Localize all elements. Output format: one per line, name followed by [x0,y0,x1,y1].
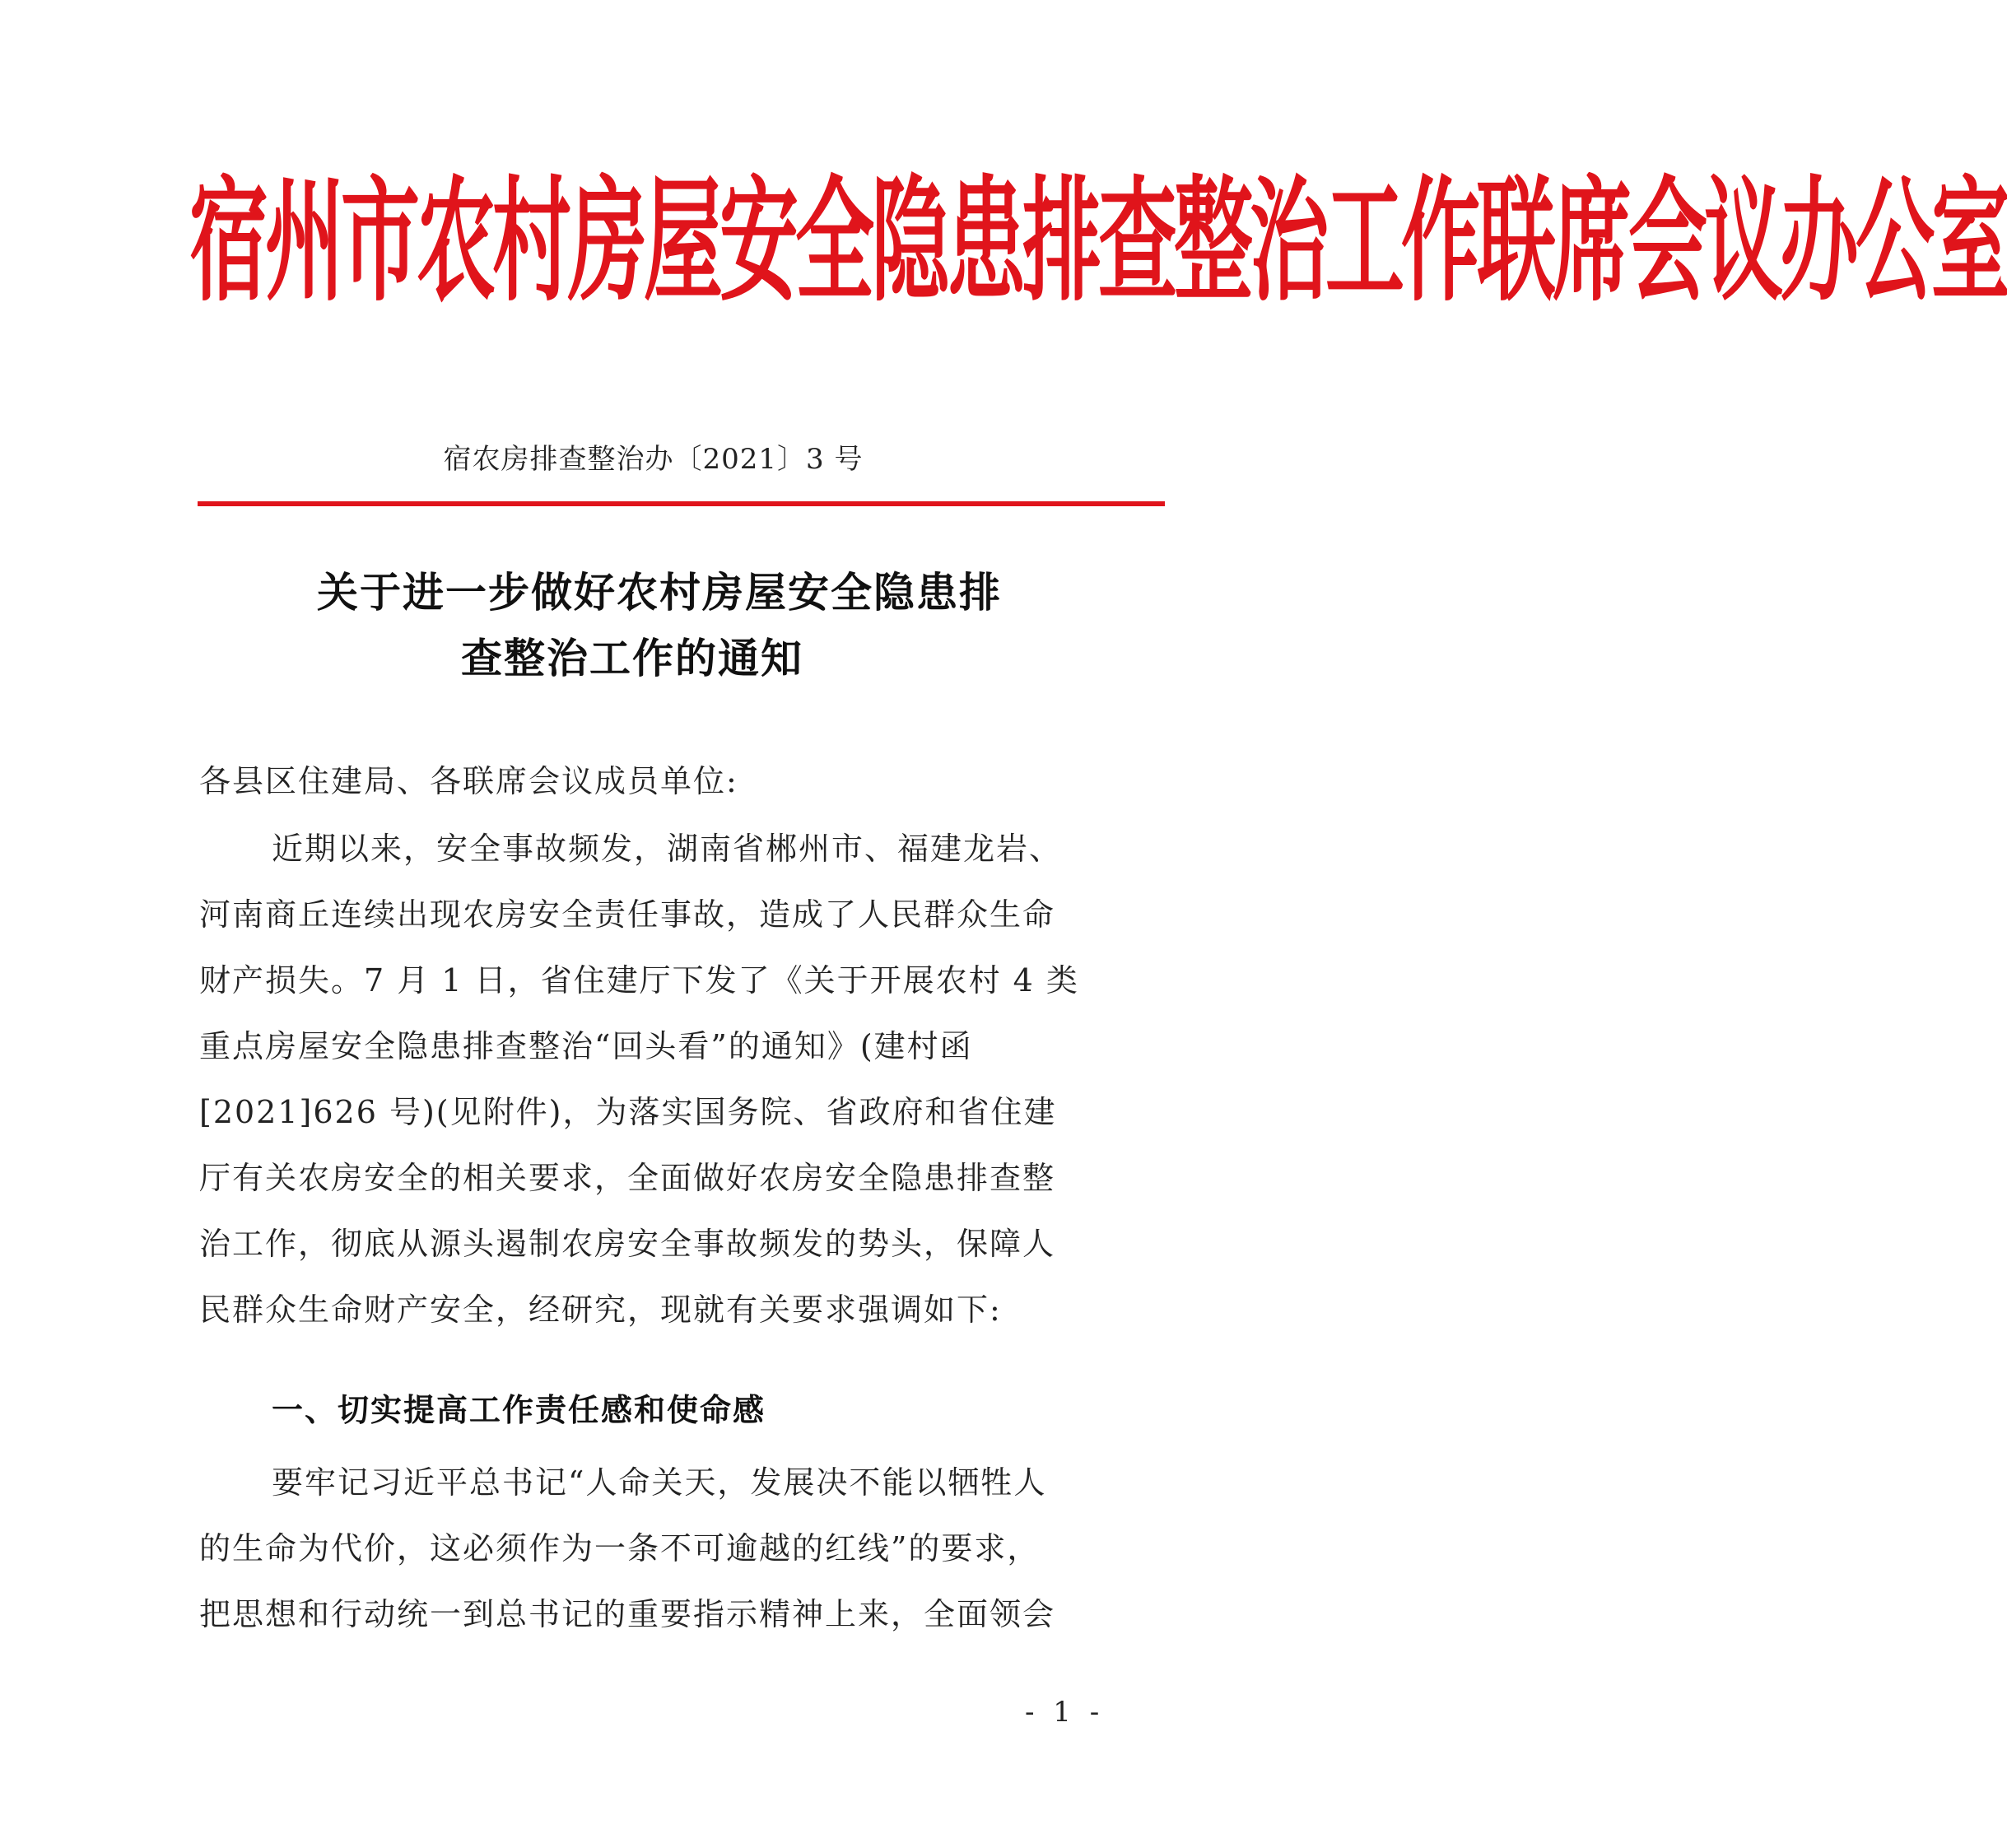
document-number: 宿农房排查整治办〔2021〕3 号 [443,443,864,476]
paragraph-1-line: 治工作，彻底从源头遏制农房安全事故频发的势头，保障人 [199,1226,1056,1262]
paragraph-1-line: [2021]626 号)(见附件)，为落实国务院、省政府和省住建 [199,1094,1057,1130]
addressee-line: 各县区住建局、各联席会议成员单位: [199,763,738,799]
section-1-heading: 一、切实提高工作责任感和使命感 [272,1392,766,1428]
paragraph-2-line: 把思想和行动统一到总书记的重要指示精神上来，全面领会 [199,1596,1056,1632]
notice-title-line-2: 查整治工作的通知 [461,635,803,682]
paragraph-1-line: 近期以来，安全事故频发，湖南省郴州市、福建龙岩、 [272,831,1063,867]
paragraph-1-line: 厅有关农房安全的相关要求，全面做好农房安全隐患排查整 [199,1160,1056,1196]
issuing-organization-header: 宿州市农村房屋安全隐患排查整治工作联席会议办公室 [189,163,2007,320]
notice-title-line-1: 关于进一步做好农村房屋安全隐患排 [317,569,1002,617]
paragraph-2-line: 的生命为代价，这必须作为一条不可逾越的红线”的要求， [199,1530,1041,1566]
red-separator-line [198,501,1165,506]
paragraph-1-line: 民群众生命财产安全，经研究，现就有关要求强调如下: [199,1292,1002,1328]
page-number: - 1 - [1025,1696,1105,1729]
paragraph-2-line: 要牢记习近平总书记“人命关天，发展决不能以牺牲人 [272,1464,1047,1501]
paragraph-1-line: 重点房屋安全隐患排查整治“回头看”的通知》(建村函 [199,1028,973,1064]
paragraph-1-line: 财产损失。7 月 1 日，省住建厅下发了《关于开展农村 4 类 [199,962,1079,998]
paragraph-1-line: 河南商丘连续出现农房安全责任事故，造成了人民群众生命 [199,896,1056,933]
